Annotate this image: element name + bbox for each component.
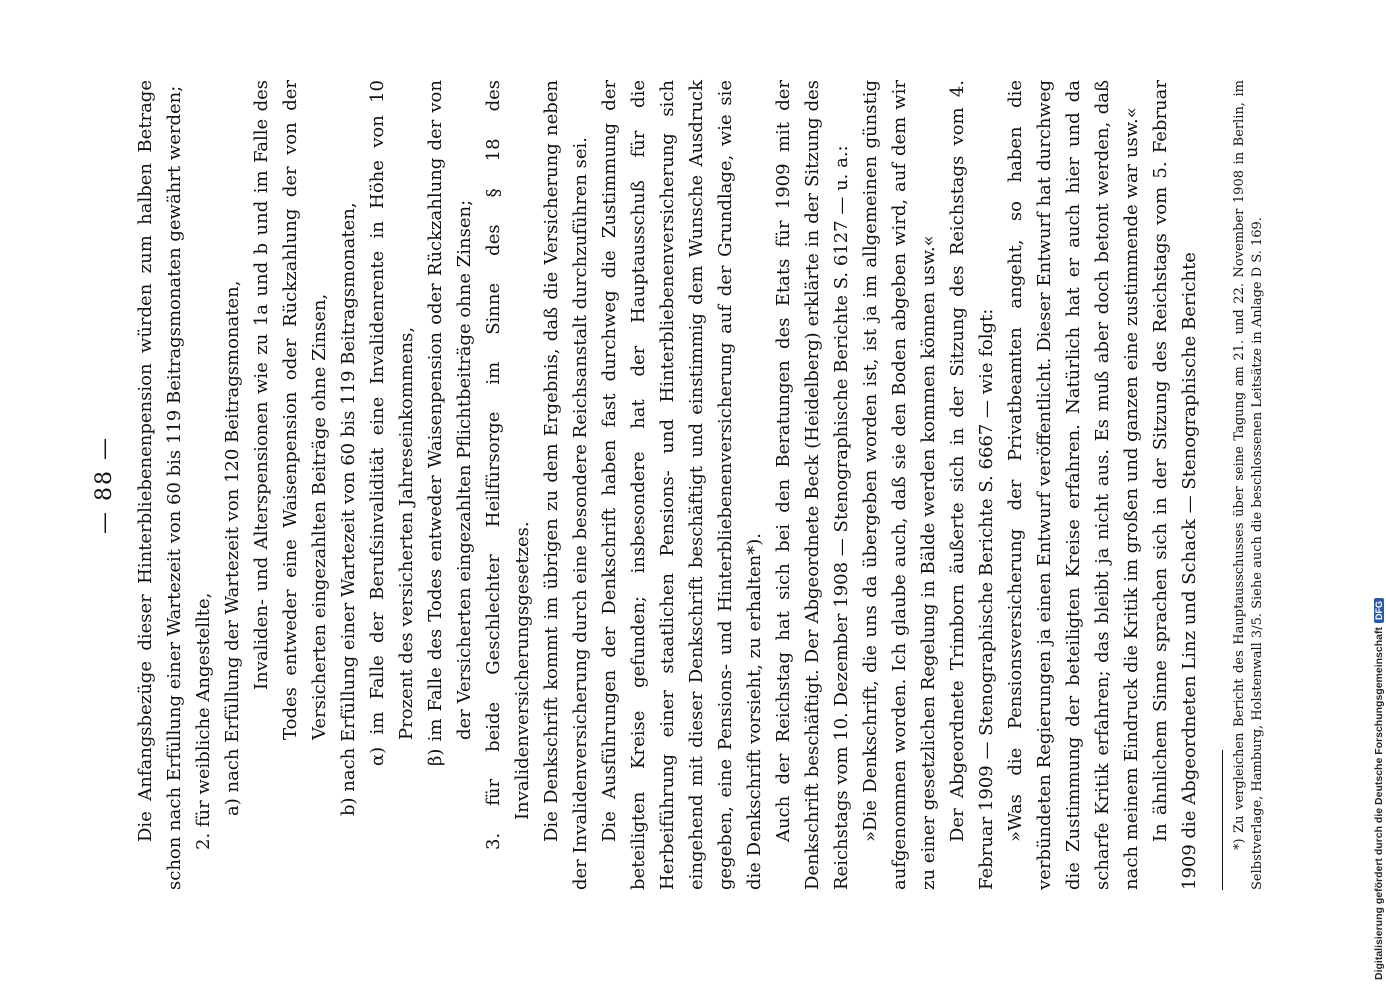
list-item: α) im Falle der Berufsinvalidität eine Invalidenrente in Höhe von 10 Prozent des versicherten Jahreseinkommens, [367, 80, 417, 766]
footnote-divider [1222, 750, 1223, 890]
list-item: 2. für weibliche Angestellte, [193, 592, 214, 850]
quotation: »Die Denkschrift, die uns da übergeben worden ist, ist ja im allgemeinen günstig aufgenommen worden. Ich glaube auch, daß sie den Boden abgeben wird, auf dem wir zu einer gesetzlichen Regelung in Bälde werden kommen können usw.« [860, 80, 939, 890]
list-item: Invaliden- und Alterspensionen wie zu 1a und b und im Falle des Todes entweder eine Waisenpension oder Rückzahlung der von der Versicherten eingezahlten Beiträge ohne Zinsen, [251, 80, 330, 740]
paragraph: In ähnlichem Sinne sprachen sich in der Sitzung des Reichstags vom 5. Februar 1909 die Abgeordneten Linz und Schack — Stenographische Berichte [1150, 80, 1200, 890]
paragraph: Die Anfangsbezüge dieser Hinterbliebenenpension würden zum halben Betrage schon nach Erfüllung einer Wartezeit von 60 bis 119 Beitragsmonaten gewährt werden; [135, 80, 185, 890]
page-number: — 88 — [92, 436, 117, 534]
footnote: *) Zu vergleichen Bericht des Hauptausschusses über seine Tagung am 21. und 22. November 1908 in Berlin, im Selbstverlage, Hamburg, Holstenwall 3/5. Siehe auch die beschlossenen Leitsätze in Anlage D S. 169. [1232, 80, 1265, 890]
dfg-logo-badge: DFG [1374, 598, 1384, 623]
quotation: »Was die Pensionsversicherung der Privatbeamten angeht, so haben die verbündeten Regierungen ja einen Entwurf veröffentlicht. Dieser Entwurf hat durchweg die Zustimmung der beteiligten Kreise erfahren. Natürlich hat er auch hier und da scharfe Kritik erfahren; das bleibt ja nicht aus. Es muß aber doch betont werden, daß nach meinem Eindruck die Kritik im großen und ganzen eine zustimmende war usw.« [1005, 80, 1142, 890]
digitization-credit [1370, 20, 1385, 980]
paragraph: Auch der Reichstag hat sich bei den Beratungen des Etats für 1909 mit der Denkschrift beschäftigt. Der Abgeordnete Beck (Heidelberg) erklärte in der Sitzung des Reichstags vom 10. Dezember 1908 — Stenographische Berichte S. 6127 — u. a.: [773, 80, 852, 890]
paragraph: Der Abgeordnete Trimborn äußerte sich in der Sitzung des Reichstags vom 4. Februar 1909 — Stenographische Berichte S. 6667 — wie folgt: [947, 80, 997, 890]
paragraph: Die Denkschrift kommt im übrigen zu dem Ergebnis, daß die Versicherung neben der Invalidenversicherung durch eine besondere Reichsanstalt durchzuführen sei. [541, 80, 591, 890]
body-text [131, 80, 1204, 890]
list-item: 3. für beide Geschlechter Heilfürsorge im Sinne des § 18 des Invalidenversicherungsgesetzes. [483, 80, 533, 850]
page-content [92, 80, 1267, 890]
list-item: b) nach Erfüllung einer Wartezeit von 60 bis 119 Beitragsmonaten, [338, 202, 359, 816]
paragraph: Die Ausführungen der Denkschrift haben fast durchweg die Zustimmung der beteiligten Kreise gefunden; insbesondere hat der Hauptausschuß für die Herbeiführung einer staatlichen Pensions- und Hinterbliebenenversicherung sich eingehend mit dieser Denkschrift beschäftigt und einstimmig dem Wunsche Ausdruck gegeben, eine Pensions- und Hinterbliebenenversicherung auf der Grundlage, wie sie die Denkschrift vorsieht, zu erhalten*). [599, 80, 765, 890]
list-item: a) nach Erfüllung der Wartezeit von 120 Beitragsmonaten, [222, 280, 243, 816]
list-item: β) im Falle des Todes entweder Waisenpension oder Rückzahlung der von der Versicherten eingezahlten Pflichtbeiträge ohne Zinsen; [425, 80, 475, 766]
credit-text: Digitalisierung gefördert durch die Deutsche Forschungsgemeinschaft [1373, 627, 1385, 980]
